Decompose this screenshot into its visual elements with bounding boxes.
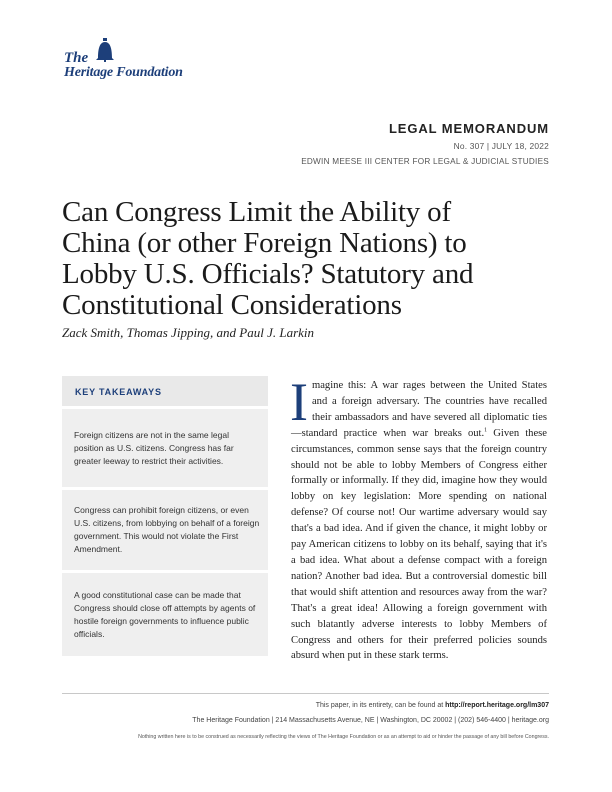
document-center: EDWIN MEESE III CENTER FOR LEGAL & JUDICIAL STUDIES: [301, 157, 549, 166]
footer-divider: [62, 693, 549, 694]
footer-url-link[interactable]: http://report.heritage.org/lm307: [445, 702, 549, 709]
title-line: Constitutional Considerations: [62, 289, 402, 321]
logo-name-text: Heritage Foundation: [64, 65, 183, 80]
body-paragraph: [290, 372, 547, 664]
title-line: China (or other Foreign Nations) to: [62, 227, 467, 259]
key-takeaway-item: [62, 409, 268, 487]
title-line: Lobby U.S. Officials? Statutory and: [62, 258, 474, 290]
footnote-marker[interactable]: 1: [484, 427, 488, 434]
liberty-bell-icon: [92, 38, 118, 62]
document-number-date: No. 307 | JULY 18, 2022: [453, 141, 549, 151]
key-takeaway-text: A good constitutional case can be made that Congress should close off attempts by agents of hostile foreign governments to influence public officials.: [74, 589, 256, 639]
title-line: Can Congress Limit the Ability of: [62, 196, 451, 228]
key-takeaways-heading: KEY TAKEAWAYS: [62, 376, 268, 406]
key-takeaway-text: Foreign citizens are not in the same legal position as U.S. citizens. Congress has far greater leeway to restrict their activities.: [74, 429, 234, 466]
key-takeaway-item: [62, 573, 268, 656]
key-takeaway-text: Congress can prohibit foreign citizens, or even U.S. citizens, from lobbying on behalf of a foreign government. This would not violate the First Amendment.: [74, 505, 260, 554]
logo-the-text: The: [64, 50, 89, 66]
page-title: [62, 197, 552, 321]
footer-url-line: [316, 702, 549, 709]
heritage-logo: [62, 36, 222, 82]
footer-disclaimer: Nothing written here is to be construed as necessarily reflecting the views of The Heritage Foundation or as an attempt to aid or hinder the passage of any bill before Congress.: [138, 734, 549, 740]
footer-url-prefix: This paper, in its entirety, can be found at: [315, 702, 446, 709]
key-takeaways-box: [62, 376, 268, 656]
document-type: LEGAL MEMORANDUM: [388, 121, 549, 136]
body-lead: magine this: A war rages between the United States and a foreign adversary. The countries have recalled their ambassadors and have severed all diplomatic ties—standard practice when war breaks out.: [291, 380, 547, 439]
authors: Zack Smith, Thomas Jipping, and Paul J. Larkin: [62, 325, 315, 340]
drop-cap: I: [290, 372, 308, 432]
footer-address: The Heritage Foundation | 214 Massachusetts Avenue, NE | Washington, DC 20002 | (202) 546-4400 | heritage.org: [192, 717, 549, 724]
key-takeaway-item: [62, 490, 268, 570]
body-rest: Given these circumstances, common sense says that the foreign country should not be able to lobby Members of Congress either formally or informally. If they did, imagine how they would lobby on key legislation: More spending on national defense? Of course not! Our wartime adversary would say that's a bad idea. And if given the chance, it might lobby or pay American citizens to lobby on its behalf, saying that it's a bad idea. What about a defense compact with a foreign nation? Another bad idea. But a controversial domestic bill that would shift attention and resources away from the war? That's a great idea! Allowing a foreign government with such blatantly adverse interests to lobby Members of Congress and others for their preferred policies sounds absurd when put in these stark terms.: [291, 427, 547, 662]
